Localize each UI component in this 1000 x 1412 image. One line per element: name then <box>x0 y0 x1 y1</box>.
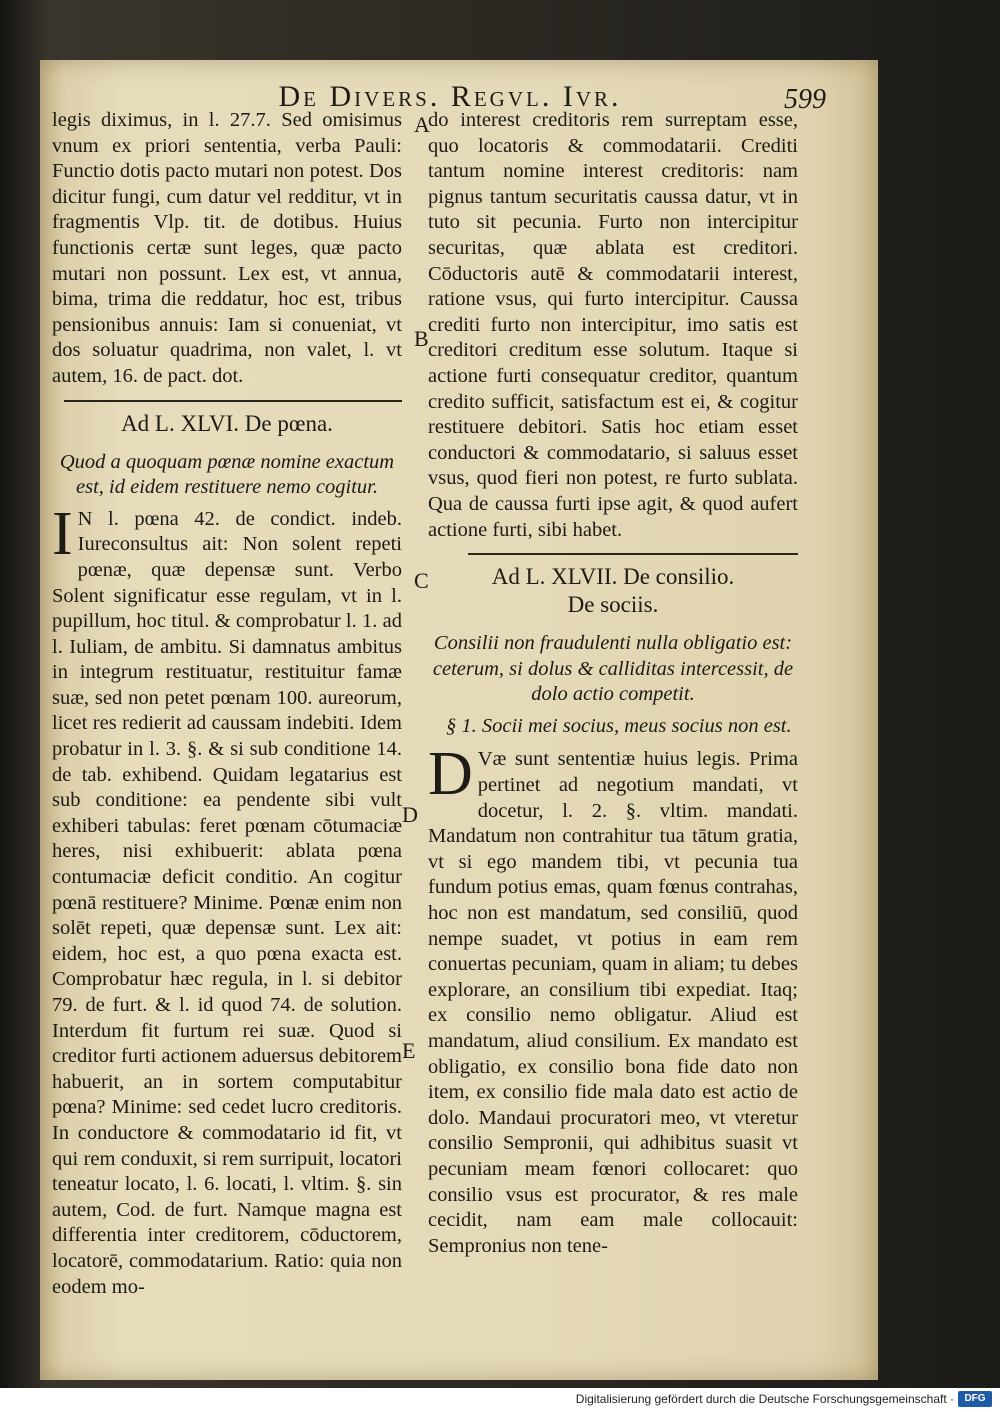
footer-bar <box>0 1388 1000 1412</box>
margin-letter-c: C <box>414 568 429 593</box>
right-paragraph-1: do interest creditoris rem surreptam esse, quo locatoris & commodatarii. Crediti tantum nomine interest creditoris: nam pignus tantum securitatis caussa datur, vt in tuto sit pecunia. Furto non intercipitur securitas, quæ ablata est creditori. Cōductoris autē & commodatarii interest, ratione vsus, qui furto intercipitur. Caussa crediti furto non intercipitur, imo satis est creditori creditum esse solutum. Itaque si actione furti consequatur creditor, quantum credito sufficit, satisfactum est ei, & cogitur restituere debitori. Satis hoc etiam esset conductori & commodatario, si saluus esset vsus, quod fieri non potest, re furto sublata. Qua de caussa furti ipse agit, & quod aufert actione furti, sibi habet. <box>428 109 798 541</box>
right-paragraph-2-text: Væ sunt sententiæ huius legis. Prima pertinet ad negotium mandati, vt docetur, l. 2. §. vltim. mandati. Mandatum non contrahitur tua tātum gratia, vt si ego mandem tibi, vt pecunia tua fundum potius emas, quam fœnus contrahas, hoc non est mandatum, sed consiliū, quod nempe suadet, vt potius in eam rem conuertas pecuniam, quam in aliam; tu debes explorare, an consilium tibi expediat. Itaq; ex consilio nemo obligatur. Aliud est mandatum, aliud consilium. Ex mandato est obligatio, ex consilio bona fide dato non item, ex consilio fide mala dato est actio de dolo. Mandaui procuratori meo, vt vteretur consilio Sempronii, qui adhibitus suasit vt pecuniam meam fœnori collocaret: quo consilio vsus est procurator, & res male cecidit, nam eam male collocauit: Sempronius non tene- <box>428 748 798 1257</box>
margin-letter-d: D <box>402 802 418 827</box>
footer-credit: Digitalisierung gefördert durch die Deutsche Forschungsgemeinschaft · <box>575 1392 954 1406</box>
left-paragraph-2 <box>52 499 402 1300</box>
right-column <box>428 108 798 1259</box>
drop-cap-d: D <box>428 740 473 809</box>
section-summary-l47: Consilii non fraudulenti nulla obligatio est: ceterum, si dolus & calliditas intercessit, de dolo actio competit. <box>432 632 794 706</box>
section-subsummary-l47: § 1. Socii mei socius, meus socius non est. <box>446 714 792 737</box>
left-paragraph-2-text: N l. pœna 42. de condict. indeb. Iureconsultus ait: Non solent repeti pœnæ, quæ depensæ sunt. Verbo Solent significatur esse regulam, vt in l. pupillum, hoc titul. & comprobatur l. 1. ad l. Iuliam, de ambitu. Si damnatus ambitus in integrum restituatur, restituitur famæ suæ, sed non petet pœnam 100. aureorum, licet res redierit ad caussam indebiti. Idem probatur in l. 3. §. & si sub conditione 14. de tab. exhibend. Quidam legatarius est sub conditione: ea pendente sibi vult exhiberi tabulas: feret pœnam cōtumaciæ heres, nisi exhibuerit: ablata pœna contumaciæ deficit conditio. An cogitur pœnā restituere? Minime. Pœnæ enim non solēt repeti, quæ depensæ sunt. Lex ait: eidem, hoc est, a quo pœna exacta est. Comprobatur hæc regula, in l. si debitor 79. de furt. & l. id quod 74. de solution. Interdum fit furtum rei suæ. Quod si creditor furti actionem aduersus debitorem habuerit, an in sortem computabitur pœna? Minime: sed cedet lucro creditoris. In conductore & commodatario id fit, vt qui rem conduxit, si rem surripuit, locatori teneatur locato, l. 6. locati, l. vltim. §. sin autem, Cod. de furt. Namque magna est differentia inter creditorem, cōductorem, locatorē, commodatarium. Ratio: quia non eodem mo- <box>52 507 402 1298</box>
left-paragraph-1: legis diximus, in l. 27.7. Sed omisimus vnum ex priori sententia, verba Pauli: Functio dotis pacto mutari non potest. Dos dicitur fungi, cum datur vel redditur, vt in fragmentis Vlp. tit. de dotibus. Huius functionis certæ sunt leges, quæ pacto mutari non possunt. Lex est, vt annua, bima, trima die reddatur, hoc est, tribus pensionibus annuis: Iam si conueniat, vt dos soluatur quadrima, non valet, l. vt autem, 16. de pact. dot. <box>52 109 402 387</box>
margin-letter-b: B <box>414 326 429 351</box>
book-page <box>40 60 878 1380</box>
right-paragraph-2 <box>428 740 798 1259</box>
section-heading-l47-line1: Ad L. XLVII. De consilio. <box>491 564 735 590</box>
section-summary-l46: Quod a quoquam pœnæ nomine exactum est, id eidem restituere nemo cogitur. <box>59 450 395 499</box>
page-number: 599 <box>784 84 826 115</box>
section-rule-right <box>468 553 798 555</box>
section-heading-l47-line2: De sociis. <box>567 592 659 618</box>
drop-cap-i: I <box>52 499 73 568</box>
section-heading-l46: Ad L. XLVI. De pœna. <box>121 410 333 436</box>
dfg-logo-icon[interactable]: DFG <box>958 1391 992 1407</box>
running-head: De Divers. Regvl. Ivr. <box>278 80 622 113</box>
margin-letter-a: A <box>414 112 430 137</box>
margin-letter-e: E <box>402 1038 416 1063</box>
section-rule-left <box>64 400 402 402</box>
left-column <box>52 108 402 1300</box>
section-heading-l47 <box>428 563 798 619</box>
